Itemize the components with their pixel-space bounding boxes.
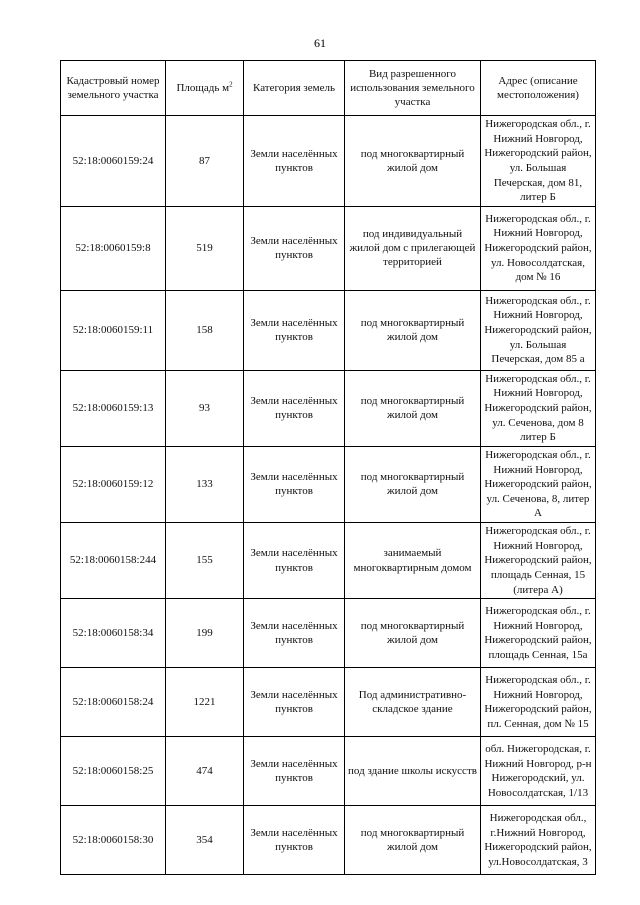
cell-category: Земли населённых пунктов bbox=[244, 523, 345, 599]
table-row bbox=[61, 668, 596, 737]
cell-area: 1221 bbox=[166, 668, 244, 737]
table-row bbox=[61, 370, 596, 446]
cell-cadastral: 52:18:0060159:11 bbox=[61, 290, 166, 370]
cell-area: 93 bbox=[166, 370, 244, 446]
header-cadastral: Кадастровый номер земельного участка bbox=[61, 61, 166, 116]
cell-category: Земли населённых пунктов bbox=[244, 116, 345, 207]
cell-cadastral: 52:18:0060159:24 bbox=[61, 116, 166, 207]
cell-category: Земли населённых пунктов bbox=[244, 806, 345, 875]
cell-address: Нижегородская обл., г. Нижний Новгород, Нижегородский район, ул. Новосолдатская, дом № 16 bbox=[481, 206, 596, 290]
cell-address: Нижегородская обл., г.Нижний Новгород, Нижегородский район, ул.Новосолдатская, 3 bbox=[481, 806, 596, 875]
header-category: Категория земель bbox=[244, 61, 345, 116]
table-row bbox=[61, 523, 596, 599]
cell-usage: под многоквартирный жилой дом bbox=[345, 370, 481, 446]
cell-area: 519 bbox=[166, 206, 244, 290]
cell-usage: Под административно-складское здание bbox=[345, 668, 481, 737]
header-area-superscript: 2 bbox=[229, 80, 233, 89]
cell-usage: под многоквартирный жилой дом bbox=[345, 806, 481, 875]
cell-usage: под многоквартирный жилой дом bbox=[345, 446, 481, 522]
cell-category: Земли населённых пунктов bbox=[244, 206, 345, 290]
cell-address: Нижегородская обл., г. Нижний Новгород, Нижегородский район, площадь Сенная, 15 (литера А) bbox=[481, 523, 596, 599]
table-row bbox=[61, 446, 596, 522]
cell-area: 87 bbox=[166, 116, 244, 207]
table-row bbox=[61, 290, 596, 370]
cell-usage: под индивидуальный жилой дом с прилегающей территорией bbox=[345, 206, 481, 290]
header-address: Адрес (описание местоположения) bbox=[481, 61, 596, 116]
header-area-label: Площадь м bbox=[176, 81, 230, 94]
cell-area: 133 bbox=[166, 446, 244, 522]
cell-cadastral: 52:18:0060159:12 bbox=[61, 446, 166, 522]
cell-address: Нижегородская обл., г. Нижний Новгород, Нижегородский район, ул. Сеченова, 8, литер А bbox=[481, 446, 596, 522]
cell-usage: под многоквартирный жилой дом bbox=[345, 290, 481, 370]
cell-address: Нижегородская обл., г. Нижний Новгород, Нижегородский район, ул. Большая Печерская, дом 81, литер Б bbox=[481, 116, 596, 207]
header-area bbox=[166, 61, 244, 116]
cell-cadastral: 52:18:0060159:8 bbox=[61, 206, 166, 290]
cell-category: Земли населённых пунктов bbox=[244, 446, 345, 522]
cell-cadastral: 52:18:0060158:30 bbox=[61, 806, 166, 875]
table-header-row bbox=[61, 61, 596, 116]
table-row bbox=[61, 806, 596, 875]
cell-category: Земли населённых пунктов bbox=[244, 290, 345, 370]
cell-address: Нижегородская обл., г. Нижний Новгород, Нижегородский район, ул. Большая Печерская, дом 85 а bbox=[481, 290, 596, 370]
cell-address: обл. Нижегородская, г. Нижний Новгород, р-н Нижегородский, ул. Новосолдатская, 1/13 bbox=[481, 737, 596, 806]
cell-category: Земли населённых пунктов bbox=[244, 737, 345, 806]
cell-address: Нижегородская обл., г. Нижний Новгород, Нижегородский район, ул. Сеченова, дом 8 литер Б bbox=[481, 370, 596, 446]
cell-area: 155 bbox=[166, 523, 244, 599]
cell-cadastral: 52:18:0060159:13 bbox=[61, 370, 166, 446]
cell-category: Земли населённых пунктов bbox=[244, 668, 345, 737]
header-usage: Вид разрешенного использования земельного участка bbox=[345, 61, 481, 116]
table-row bbox=[61, 599, 596, 668]
cell-area: 474 bbox=[166, 737, 244, 806]
cell-cadastral: 52:18:0060158:34 bbox=[61, 599, 166, 668]
table-row bbox=[61, 116, 596, 207]
cell-category: Земли населённых пунктов bbox=[244, 599, 345, 668]
page-number: 61 bbox=[314, 36, 326, 50]
cell-address: Нижегородская обл., г. Нижний Новгород, Нижегородский район, площадь Сенная, 15а bbox=[481, 599, 596, 668]
land-plots-table bbox=[60, 60, 596, 875]
table-row bbox=[61, 206, 596, 290]
cell-cadastral: 52:18:0060158:244 bbox=[61, 523, 166, 599]
cell-usage: под здание школы искусств bbox=[345, 737, 481, 806]
cell-usage: под многоквартирный жилой дом bbox=[345, 116, 481, 207]
cell-category: Земли населённых пунктов bbox=[244, 370, 345, 446]
cell-cadastral: 52:18:0060158:25 bbox=[61, 737, 166, 806]
cell-area: 199 bbox=[166, 599, 244, 668]
cell-usage: занимаемый многоквартирным домом bbox=[345, 523, 481, 599]
cell-address: Нижегородская обл., г. Нижний Новгород, Нижегородский район, пл. Сенная, дом № 15 bbox=[481, 668, 596, 737]
cell-area: 158 bbox=[166, 290, 244, 370]
cell-cadastral: 52:18:0060158:24 bbox=[61, 668, 166, 737]
cell-usage: под многоквартирный жилой дом bbox=[345, 599, 481, 668]
table-row bbox=[61, 737, 596, 806]
cell-area: 354 bbox=[166, 806, 244, 875]
